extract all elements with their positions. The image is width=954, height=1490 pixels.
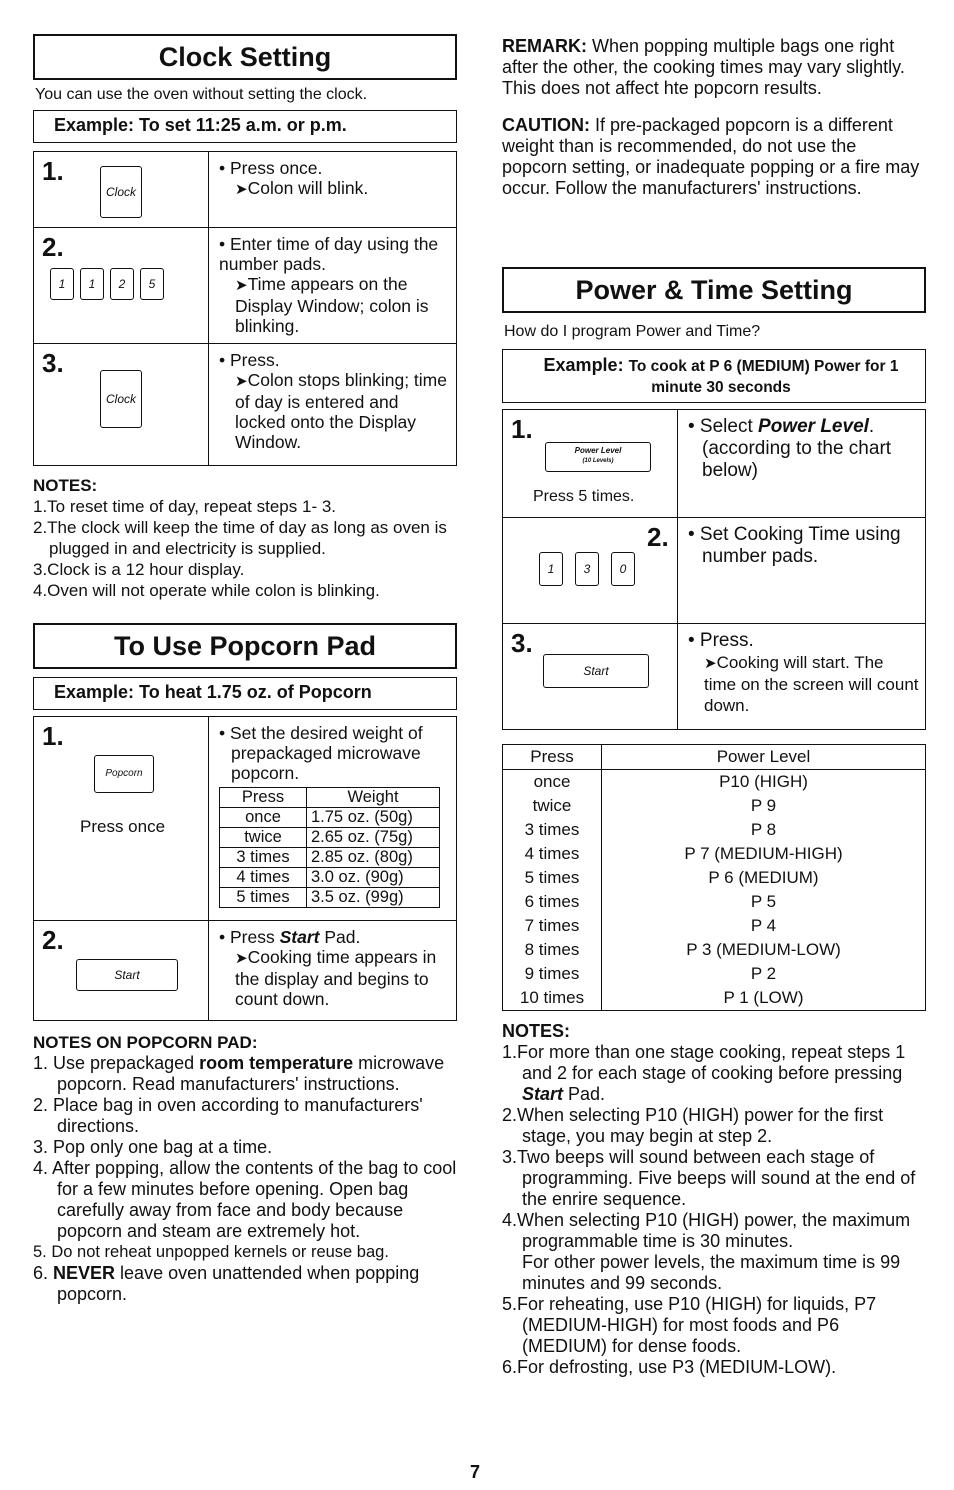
clock-step-2: [34, 228, 457, 344]
popcorn-steps-table: [33, 716, 457, 1021]
step-instruction: • Set Cooking Time using number pads.: [688, 524, 901, 567]
note-item: 1.For more than one stage cooking, repeat steps 1 and 2 for each stage of cooking before pressing Start Pad.: [502, 1042, 906, 1104]
step-result: Colon stops blinking; time of day is entered and locked onto the Display Window.: [235, 370, 447, 452]
power-intro: How do I program Power and Time?: [504, 323, 761, 340]
table-cell: twice: [503, 794, 602, 818]
table-cell: once: [220, 808, 307, 828]
page-number: 7: [470, 1462, 481, 1482]
power-notes: [502, 1042, 926, 1378]
popcorn-title: To Use Popcorn Pad: [33, 623, 457, 669]
step-instruction: • Press once.: [219, 158, 323, 178]
note-item: 6.For defrosting, use P3 (MEDIUM-LOW).: [502, 1357, 837, 1377]
power-step-2: [503, 518, 926, 624]
clock-step-1: [34, 152, 457, 228]
table-cell: 2.65 oz. (75g): [307, 828, 440, 848]
table-cell: 4 times: [503, 842, 602, 866]
arrow-icon: ➤: [235, 950, 248, 967]
number-pad-icon: 1: [50, 268, 74, 300]
note-item: 6. NEVER leave oven unattended when popping popcorn.: [33, 1263, 420, 1304]
step-result: Time appears on the Display Window; colon is blinking.: [235, 274, 429, 336]
power-level-pad-icon: Power Level (10 Levels): [545, 442, 651, 472]
step-instruction: [219, 927, 450, 947]
step-number: 1.: [42, 156, 64, 186]
power-level-table: [503, 745, 925, 1010]
table-row: [503, 962, 925, 986]
step-instruction: • Press.: [688, 630, 754, 651]
table-cell: 3 times: [220, 848, 307, 868]
power-step-3: [503, 624, 926, 730]
power-steps-table: [502, 409, 926, 730]
step-instruction: • Enter time of day using the number pads.: [219, 234, 439, 274]
right-column: [502, 36, 926, 1378]
power-example: Example: To cook at P 6 (MEDIUM) Power for 1 minute 30 seconds: [502, 349, 926, 403]
step-instruction: • Set the desired weight of prepackaged microwave popcorn.: [219, 723, 423, 783]
note-item: 4. After popping, allow the contents of the bag to cool for a few minutes before opening. Open bag carefully away from face and body because popcorn and steam are extremely hot.: [33, 1158, 457, 1241]
start-label: Start: [279, 927, 320, 947]
clock-setting-title: Clock Setting: [33, 34, 457, 80]
table-row: [503, 842, 925, 866]
table-row: [220, 868, 440, 888]
clock-pad-icon: Clock: [100, 166, 142, 218]
arrow-icon: ➤: [704, 655, 717, 672]
clock-pad-icon: Clock: [100, 370, 142, 428]
step-number: 2.: [42, 232, 64, 262]
number-pad-icon: 1: [539, 552, 563, 586]
step-instruction: • Press.: [219, 350, 280, 370]
table-row: [503, 938, 925, 962]
popcorn-notes: [33, 1053, 457, 1305]
step-result: Colon will blink.: [247, 178, 369, 198]
table-row: [220, 808, 440, 828]
weight-table-header: Weight: [307, 788, 440, 808]
table-row: [220, 888, 440, 908]
remark-paragraph: REMARK: When popping multiple bags one right after the other, the cooking times may vary slightly. This does not affect hte popcorn results.: [502, 36, 905, 98]
table-cell: 6 times: [503, 890, 602, 914]
table-cell: P 4: [750, 916, 777, 935]
step-result: Cooking will start. The time on the screen will count down.: [704, 653, 919, 715]
power-level-table-wrapper: [502, 744, 926, 1011]
number-pad-icon: 2: [110, 268, 134, 300]
note-item: 3. Pop only one bag at a time.: [33, 1137, 273, 1157]
press-caption: Press once: [80, 817, 166, 836]
table-row: [220, 848, 440, 868]
caution-paragraph: CAUTION: If pre-packaged popcorn is a different weight than is recommended, do not use the popcorn setting, or inadequate popping or a fire may occur. Follow the manufacturers' instructions.: [502, 115, 920, 198]
table-cell: 3.0 oz. (90g): [307, 868, 440, 888]
table-cell: 8 times: [503, 938, 602, 962]
left-column: [33, 34, 457, 1305]
table-row: [503, 818, 925, 842]
clock-notes: [33, 496, 457, 601]
table-cell: 4 times: [220, 868, 307, 888]
number-pad-icon: 5: [140, 268, 164, 300]
clock-notes-heading: NOTES:: [33, 476, 98, 495]
note-item: 1.To reset time of day, repeat steps 1- 3.: [33, 497, 337, 516]
power-table-header: Press: [503, 745, 602, 770]
table-cell: P 9: [750, 796, 777, 815]
table-cell: 1.75 oz. (50g): [307, 808, 440, 828]
table-cell: P 5: [750, 892, 777, 911]
power-table-header: Power Level: [602, 745, 926, 770]
popcorn-notes-heading: NOTES ON POPCORN PAD:: [33, 1033, 258, 1052]
note-item: 2.The clock will keep the time of day as long as oven is plugged in and electricity is supplied.: [33, 518, 447, 558]
table-cell: twice: [220, 828, 307, 848]
clock-step-3: [34, 344, 457, 466]
popcorn-example: Example: To heat 1.75 oz. of Popcorn: [33, 677, 457, 710]
number-pads: [539, 552, 635, 586]
number-pad-icon: 1: [80, 268, 104, 300]
note-item: 4.When selecting P10 (HIGH) power, the maximum programmable time is 30 minutes.: [502, 1210, 911, 1251]
number-pad-icon: 3: [575, 552, 599, 586]
table-cell: P 8: [750, 820, 777, 839]
table-cell: once: [503, 770, 602, 795]
table-cell: 5 times: [503, 866, 602, 890]
table-cell: 9 times: [503, 962, 602, 986]
table-cell: P 1 (LOW): [723, 988, 804, 1007]
table-row: [503, 986, 925, 1010]
number-pad-icon: 0: [611, 552, 635, 586]
table-row: [220, 828, 440, 848]
table-cell: 10 times: [503, 986, 602, 1010]
step-result: Cooking time appears in the display and begins to count down.: [235, 947, 437, 1009]
weight-table-header: Press: [220, 788, 307, 808]
table-cell: 5 times: [220, 888, 307, 908]
table-cell: 2.85 oz. (80g): [307, 848, 440, 868]
note-item: 4.Oven will not operate while colon is blinking.: [33, 581, 380, 600]
table-cell: 3.5 oz. (99g): [307, 888, 440, 908]
clock-steps-table: [33, 151, 457, 466]
note-item: 3.Two beeps will sound between each stage of programming. Five beeps will sound at the end of the enrire sequence.: [502, 1147, 916, 1209]
popcorn-step-2: [34, 921, 457, 1021]
arrow-icon: ➤: [235, 181, 248, 198]
start-pad-icon: Start: [76, 959, 178, 991]
table-cell: P 2: [750, 964, 777, 983]
note-item: For other power levels, the maximum time is 99 minutes and 99 seconds.: [522, 1252, 901, 1293]
weight-table: [219, 787, 440, 908]
table-cell: 7 times: [503, 914, 602, 938]
start-pad-icon: Start: [543, 654, 649, 688]
power-step-1: [503, 410, 926, 518]
step-instruction: • Select Power Level. (according to the chart below): [688, 416, 892, 481]
table-cell: P10 (HIGH): [719, 772, 808, 791]
arrow-icon: ➤: [235, 277, 248, 294]
step-number: 3.: [42, 348, 64, 378]
note-item: 2.When selecting P10 (HIGH) power for the first stage, you may begin at step 2.: [502, 1105, 884, 1146]
step-number: 1.: [511, 414, 533, 444]
clock-example: Example: To set 11:25 a.m. or p.m.: [33, 110, 457, 143]
note-item: 5. Do not reheat unpopped kernels or reuse bag.: [33, 1243, 389, 1261]
press-caption: Press 5 times.: [533, 488, 635, 505]
popcorn-pad-icon: Popcorn: [94, 755, 154, 793]
arrow-icon: ➤: [235, 373, 248, 390]
table-row: [503, 866, 925, 890]
table-cell: 3 times: [503, 818, 602, 842]
clock-intro: You can use the oven without setting the clock.: [35, 86, 368, 103]
number-pads: [50, 268, 164, 300]
table-row: [503, 914, 925, 938]
note-item: 1. Use prepackaged room temperature microwave popcorn. Read manufacturers' instructions.: [33, 1053, 445, 1094]
table-cell: P 7 (MEDIUM-HIGH): [684, 844, 843, 863]
note-item: 2. Place bag in oven according to manufacturers' directions.: [33, 1095, 423, 1136]
note-item: 3.Clock is a 12 hour display.: [33, 560, 245, 579]
step-number: 3.: [511, 628, 533, 658]
table-row: [503, 794, 925, 818]
table-row: [503, 770, 925, 795]
popcorn-step-1: [34, 717, 457, 921]
table-cell: P 3 (MEDIUM-LOW): [686, 940, 841, 959]
power-time-title: Power & Time Setting: [502, 267, 926, 313]
text-segment: Pad.: [319, 927, 361, 947]
step-number: 2.: [647, 522, 669, 552]
power-notes-heading: NOTES:: [502, 1021, 571, 1041]
table-cell: P 6 (MEDIUM): [708, 868, 819, 887]
step-number: 1.: [42, 721, 64, 751]
note-item: 5.For reheating, use P10 (HIGH) for liquids, P7 (MEDIUM-HIGH) for most foods and P6 (MEDIUM) for dense foods.: [502, 1294, 877, 1356]
text-segment: • Press: [219, 927, 280, 947]
step-number: 2.: [42, 925, 64, 955]
table-row: [503, 890, 925, 914]
